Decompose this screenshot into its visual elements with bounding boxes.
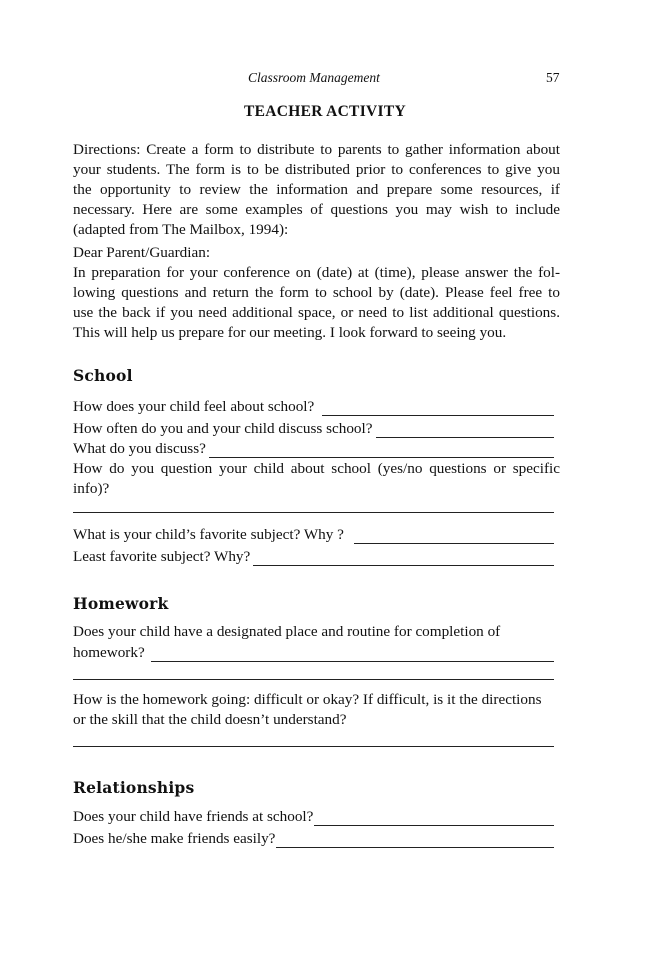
running-head <box>0 68 650 90</box>
letter-line: use the back if you need additional space, or need to list additional questions. <box>73 304 560 321</box>
answer-blank[interactable] <box>151 645 554 662</box>
question-feel-about-school <box>73 396 554 416</box>
section-heading-school: School <box>73 366 133 385</box>
answer-blank[interactable] <box>354 527 554 544</box>
directions-line: your students. The form is to be distributed prior to conferences to give you <box>73 161 560 178</box>
question-how-question-line2: info)? <box>73 480 110 497</box>
question-how-question-line1: How do you question your child about school (yes/no questions or specific <box>73 460 560 477</box>
question-designated-place-line1: Does your child have a designated place and routine for completion of <box>73 623 501 640</box>
answer-blank[interactable] <box>73 679 554 680</box>
question-label: homework? <box>73 644 145 661</box>
answer-blank[interactable] <box>276 831 554 848</box>
directions-line: the opportunity to review the information and prepare some resources, if <box>73 181 560 198</box>
section-heading-homework: Homework <box>73 594 169 613</box>
answer-blank[interactable] <box>73 746 554 747</box>
directions-line: necessary. Here are some examples of questions you may wish to include <box>73 201 560 218</box>
directions-line: (adapted from The Mailbox, 1994): <box>73 221 289 238</box>
question-label: What is your child’s favorite subject? Why ? <box>73 526 344 543</box>
question-label: How does your child feel about school? <box>73 398 315 415</box>
question-label: What do you discuss? <box>73 440 206 457</box>
question-favorite-subject <box>73 524 554 544</box>
question-what-discuss <box>73 438 554 458</box>
letter-line: lowing questions and return the form to school by (date). Please feel free to <box>73 284 560 301</box>
question-label: Does your child have friends at school? <box>73 808 314 825</box>
answer-blank[interactable] <box>314 809 554 826</box>
page-number: 57 <box>546 70 560 85</box>
question-designated-place-line2 <box>73 642 554 662</box>
letter-paragraph <box>73 243 560 343</box>
answer-blank[interactable] <box>73 512 554 513</box>
question-label: Does he/she make friends easily? <box>73 830 276 847</box>
letter-line: This will help us prepare for our meeting. I look forward to seeing you. <box>73 324 507 341</box>
directions-paragraph <box>73 140 560 240</box>
question-make-friends-easily <box>73 828 554 848</box>
answer-blank[interactable] <box>253 549 554 566</box>
question-homework-going-line2: or the skill that the child doesn’t understand? <box>73 711 347 728</box>
letter-line: In preparation for your conference on (date) at (time), please answer the fol- <box>73 264 560 281</box>
question-least-favorite-subject <box>73 546 554 566</box>
section-heading-relationships: Relationships <box>73 778 195 797</box>
question-friends-at-school <box>73 806 554 826</box>
page-title: TEACHER ACTIVITY <box>244 103 406 120</box>
question-homework-going-line1: How is the homework going: difficult or okay? If difficult, is it the directions <box>73 691 542 708</box>
letter-salutation: Dear Parent/Guardian: <box>73 244 211 261</box>
question-discuss-school-frequency <box>73 418 554 438</box>
answer-blank[interactable] <box>209 441 554 458</box>
answer-blank[interactable] <box>376 421 555 438</box>
question-label: How often do you and your child discuss school? <box>73 420 373 437</box>
running-title: Classroom Management <box>248 70 380 85</box>
question-label: Least favorite subject? Why? <box>73 548 251 565</box>
answer-blank[interactable] <box>322 399 554 416</box>
directions-line: Directions: Create a form to distribute to parents to gather information about <box>73 141 560 158</box>
